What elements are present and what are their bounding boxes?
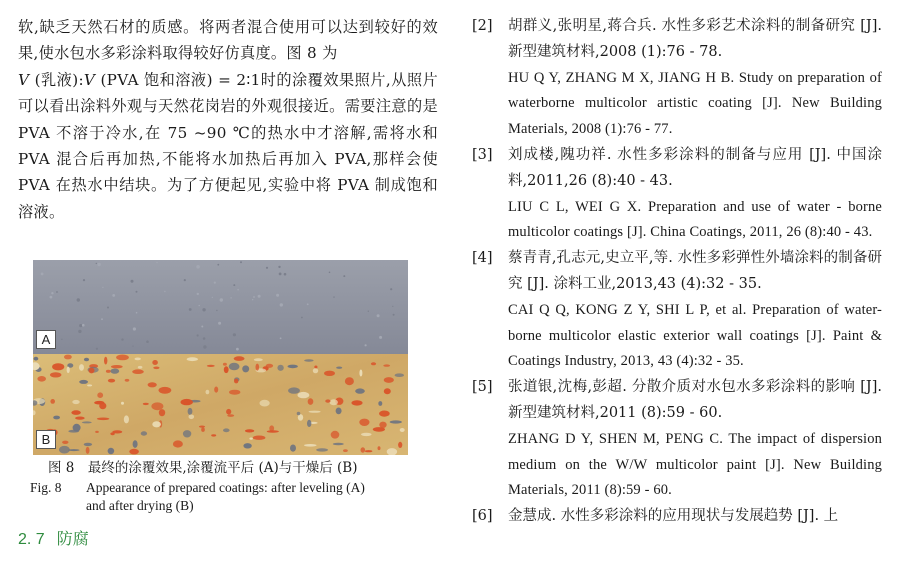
texture-speck (121, 338, 123, 340)
texture-speck (266, 267, 268, 269)
coating-chip (68, 430, 79, 433)
coating-chip (138, 366, 143, 369)
texture-speck (79, 324, 82, 327)
coating-chip (133, 440, 138, 448)
texture-speck (233, 284, 235, 286)
texture-speck (101, 318, 103, 320)
coating-chip (355, 388, 365, 393)
texture-speck (301, 317, 303, 319)
coating-chip (398, 442, 402, 448)
texture-speck (212, 297, 213, 298)
texture-speck (77, 298, 80, 301)
coating-chip (143, 403, 149, 405)
coating-chip (141, 431, 147, 435)
coating-chip (331, 431, 340, 439)
texture-speck (217, 264, 219, 266)
reference-item (472, 375, 882, 504)
coating-chip (152, 360, 158, 365)
coating-chip (84, 443, 92, 446)
texture-speck (392, 306, 393, 307)
coating-chip (245, 429, 254, 432)
reference-item (472, 143, 882, 246)
coating-chip (72, 400, 79, 404)
coating-chip (309, 411, 321, 413)
texture-speck (41, 273, 44, 276)
texture-speck (133, 327, 136, 330)
coating-chip (297, 412, 301, 416)
coating-chip (359, 419, 369, 426)
body-paragraph (18, 14, 438, 225)
coating-chip (152, 421, 161, 427)
section-heading (18, 528, 89, 551)
coating-chip (135, 358, 141, 361)
texture-speck (184, 279, 186, 281)
texture-speck (240, 261, 242, 263)
section-title: 防腐 (56, 529, 89, 548)
coating-chip (314, 366, 317, 369)
coating-chip (64, 355, 72, 360)
texture-speck (390, 288, 392, 290)
coating-chip (67, 367, 70, 373)
texture-speck (233, 333, 236, 336)
coating-chip (181, 399, 193, 405)
caption-en-number: Fig. 8 (30, 480, 62, 495)
coating-chip (298, 392, 310, 398)
reference-en: ZHANG D Y, SHEN M, PENG C. The impact of dispersion medium on the W/W multicolor paint [J]. New Building Materials, 2011 (8):59 - 60. (508, 430, 882, 499)
reference-item (472, 504, 882, 530)
texture-speck (333, 296, 334, 297)
coating-chip (87, 384, 92, 386)
coating-chip (234, 379, 238, 384)
reference-cn: 金慧成. 水性多彩涂料的应用现状与发展趋势 [J]. 上 (508, 508, 839, 525)
coating-chip (148, 382, 157, 387)
texture-speck (307, 303, 309, 305)
coating-chip (110, 432, 114, 435)
coating-chip (224, 366, 229, 373)
reference-cn: 胡群义,张明星,蒋合兵. 水性多彩艺术涂料的制备研究 [J]. 新型建筑材料,2008 (1):76 - 78. (508, 18, 882, 60)
reference-cn: 蔡青青,孔志元,史立平,等. 水性多彩弹性外墙涂料的制备研究 [J]. 涂料工业,2013,43 (4):32 - 35. (508, 250, 882, 292)
coating-chip (304, 444, 317, 447)
reference-cn: 刘成楼,隗功祥. 水性多彩涂料的制备与应用 [J]. 中国涂料,2011,26 (8):40 - 43. (508, 146, 882, 189)
texture-speck (50, 296, 53, 299)
texture-speck (253, 296, 255, 298)
texture-speck (61, 339, 62, 340)
coating-chip (383, 364, 390, 366)
coating-chip (277, 365, 283, 371)
reference-number: [3] (472, 146, 493, 163)
texture-speck (197, 293, 199, 295)
coating-chip (229, 363, 240, 371)
texture-speck (284, 273, 287, 276)
coating-chip (104, 357, 107, 365)
texture-speck (329, 272, 331, 274)
texture-speck (136, 291, 138, 293)
texture-speck (237, 289, 239, 291)
coating-chip (378, 401, 382, 406)
coating-chip (34, 357, 39, 361)
coating-chip (116, 355, 129, 361)
coating-chip (183, 430, 191, 437)
caption-en-line2: and after drying (B) (86, 498, 194, 513)
coating-chip (384, 388, 391, 394)
coating-chip (173, 440, 183, 447)
coating-chip (249, 438, 252, 440)
coating-chip (379, 422, 386, 428)
coating-chip (211, 434, 216, 436)
texture-speck (365, 344, 367, 346)
texture-speck (132, 346, 133, 347)
coating-chip (189, 415, 195, 420)
coating-chip (151, 402, 163, 410)
coating-chip (234, 356, 245, 361)
coating-chip (400, 428, 405, 432)
texture-speck (280, 303, 283, 306)
coating-chip (124, 415, 129, 423)
coating-chip (82, 421, 92, 423)
coating-photo (33, 260, 408, 455)
coating-chip (188, 408, 193, 415)
coating-chip (229, 390, 240, 395)
coating-chip (108, 448, 115, 454)
texture-speck (196, 265, 200, 269)
texture-speck (218, 322, 221, 325)
reference-number: [6] (472, 508, 493, 525)
coating-chip (223, 428, 230, 432)
coating-chip (361, 433, 372, 436)
coating-chip (290, 445, 296, 452)
coating-chip (129, 449, 139, 455)
coating-chip (108, 379, 115, 383)
texture-speck (97, 263, 100, 266)
texture-speck (78, 330, 81, 333)
texture-speck (201, 326, 203, 328)
texture-speck (203, 337, 206, 340)
reference-en: HU Q Y, ZHANG M X, JIANG H B. Study on preparation of waterborne multicolor artistic coating [J]. New Building Materials, 2008 (1):76 - 77. (508, 69, 882, 138)
texture-speck (199, 305, 200, 306)
coating-chip (253, 436, 266, 440)
coating-chip (316, 448, 328, 451)
coating-chip (256, 364, 260, 371)
coating-chip (359, 370, 362, 377)
coating-chip (243, 443, 251, 448)
coating-chip (307, 420, 311, 427)
coating-chip (79, 380, 88, 384)
coating-chip (37, 376, 46, 382)
texture-speck (258, 295, 261, 298)
coating-chip (153, 367, 159, 370)
texture-speck (343, 275, 345, 277)
label-a: A (36, 330, 56, 349)
coating-chip (288, 387, 300, 393)
reference-number: [5] (472, 379, 493, 396)
coating-chip (110, 369, 119, 374)
reference-cn: 张道银,沈梅,彭超. 分散介质对水包水多彩涂料的影响 [J]. 新型建筑材料,2011 (8):59 - 60. (508, 379, 882, 421)
coating-chip (199, 426, 205, 428)
coating-chip (226, 409, 231, 415)
coating-chip (79, 364, 84, 371)
coating-chip (365, 450, 373, 452)
texture-speck (279, 273, 282, 276)
coating-chip (50, 399, 55, 404)
ratio-v2: V (83, 70, 96, 89)
texture-speck (131, 280, 134, 283)
label-b: B (36, 430, 56, 449)
coating-chip (106, 370, 111, 373)
coating-chip (269, 425, 274, 431)
coating-chip (325, 399, 330, 402)
coating-chip (89, 368, 95, 374)
coating-chip (52, 363, 64, 370)
coating-chip (227, 414, 234, 417)
texture-speck (252, 299, 253, 300)
coating-chip (288, 365, 298, 369)
coating-chip (336, 367, 342, 369)
coating-chip (384, 377, 394, 383)
figure-8-photo (33, 260, 408, 455)
reference-item (472, 246, 882, 375)
coating-chip (242, 365, 249, 372)
coating-chip (333, 443, 344, 445)
coating-chip (75, 417, 85, 420)
texture-speck (164, 291, 165, 292)
reference-en: LIU C L, WEI G X. Preparation and use of water - borne multicolor coatings [J]. China Coatings, 2011, 26 (8):40 - 43. (508, 198, 882, 241)
coating-chip (330, 399, 338, 405)
coating-chip (378, 446, 381, 450)
texture-speck (96, 263, 97, 264)
texture-speck (393, 314, 395, 316)
figure-caption-cn: 图 8 最终的涂覆效果,涂覆流平后 (A)与干燥后 (B) (48, 460, 358, 476)
reference-en: CAI Q Q, KONG Z Y, SHI L P, et al. Preparation of water-borne multicolor elastic exterior wall coatings [J]. Paint & Coatings Industry, 2013, 43 (4):32 - 35. (508, 301, 882, 370)
coating-chip (304, 359, 313, 362)
texture-speck (202, 308, 205, 311)
texture-speck (82, 324, 85, 327)
coating-chip (207, 365, 215, 367)
coating-chip (308, 398, 314, 405)
left-column (18, 14, 438, 225)
coating-chip (125, 379, 130, 382)
texture-speck (96, 348, 98, 350)
coating-chip (343, 449, 348, 452)
coating-chip (95, 431, 99, 433)
coating-chip (395, 373, 404, 377)
figure-caption-en (30, 479, 430, 515)
reference-number: [2] (472, 18, 493, 34)
coating-chip (53, 416, 60, 420)
coating-chip (159, 409, 165, 416)
coating-chip (206, 390, 210, 395)
coating-chip (68, 449, 80, 451)
texture-speck (368, 311, 369, 312)
texture-speck (220, 298, 223, 301)
coating-chip (345, 377, 354, 385)
coating-chip (84, 358, 89, 362)
coating-chip (260, 400, 270, 407)
coating-chip (214, 387, 218, 393)
ratio-v1: V (18, 70, 30, 89)
coating-chip (71, 410, 80, 415)
coating-chip (86, 447, 90, 454)
coating-chip (313, 368, 318, 373)
references-column (472, 14, 882, 530)
texture-speck (136, 312, 138, 314)
texture-speck (203, 345, 206, 348)
paragraph-part-2: (PVA 饱和溶液) = 2∶1时的涂覆效果照片,从照片可以看出涂料外观与天然花岗岩的外观很接近。需要注意的是 PVA 不溶于冷水,在 75 ~90 ℃的热水中才溶解,需将水和 PVA 混合后再加热,不能将水加热后再加入 PVA,那样会使 PVA 在热水中结块。为了方便起见,实验中将 PVA 制成饱和溶液。 (18, 70, 438, 221)
texture-speck (197, 334, 199, 336)
texture-speck (379, 336, 382, 339)
reference-number: [4] (472, 250, 493, 267)
reference-item (472, 14, 882, 143)
leveling-region (33, 260, 408, 354)
coating-chip (324, 371, 335, 376)
coating-chip (97, 392, 103, 398)
texture-speck (156, 262, 157, 263)
caption-en-line1: Appearance of prepared coatings: after leveling (A) (86, 480, 365, 495)
coating-chip (121, 402, 124, 405)
section-number: 2. 7 (18, 531, 45, 548)
coating-chip (379, 411, 390, 417)
texture-speck (102, 287, 103, 288)
coating-chip (254, 358, 263, 361)
coating-chip (351, 400, 362, 405)
texture-speck (112, 294, 115, 297)
coating-chip (94, 401, 104, 405)
texture-speck (230, 297, 231, 298)
texture-speck (189, 308, 192, 311)
coating-chip (390, 420, 402, 423)
texture-speck (51, 292, 53, 294)
coating-chip (336, 408, 342, 415)
coating-chip (187, 357, 198, 361)
coating-chip (62, 441, 68, 444)
coating-chip (223, 363, 227, 366)
texture-speck (107, 307, 109, 309)
texture-speck (236, 348, 239, 351)
coating-chip (371, 362, 376, 365)
texture-speck (280, 337, 282, 339)
coating-chip (111, 365, 123, 368)
texture-speck (216, 310, 217, 311)
paragraph-part-1: 软,缺乏天然石材的质感。将两者混合使用可以达到较好的效果,使水包水多彩涂料取得较好仿真度。图 8 为 (18, 18, 438, 63)
coating-chip (59, 446, 70, 454)
coating-chip (201, 428, 205, 432)
coating-chip (361, 447, 366, 452)
texture-speck (83, 279, 85, 281)
texture-speck (377, 314, 380, 317)
texture-speck (278, 266, 280, 268)
texture-speck (276, 294, 279, 297)
coating-chip (50, 372, 62, 377)
ratio-mid: (乳液): (29, 70, 84, 89)
texture-speck (146, 340, 149, 343)
coating-chip (159, 387, 172, 394)
coating-chip (97, 418, 109, 421)
texture-speck (56, 291, 58, 293)
coating-chip (132, 369, 144, 374)
texture-speck (214, 282, 216, 284)
